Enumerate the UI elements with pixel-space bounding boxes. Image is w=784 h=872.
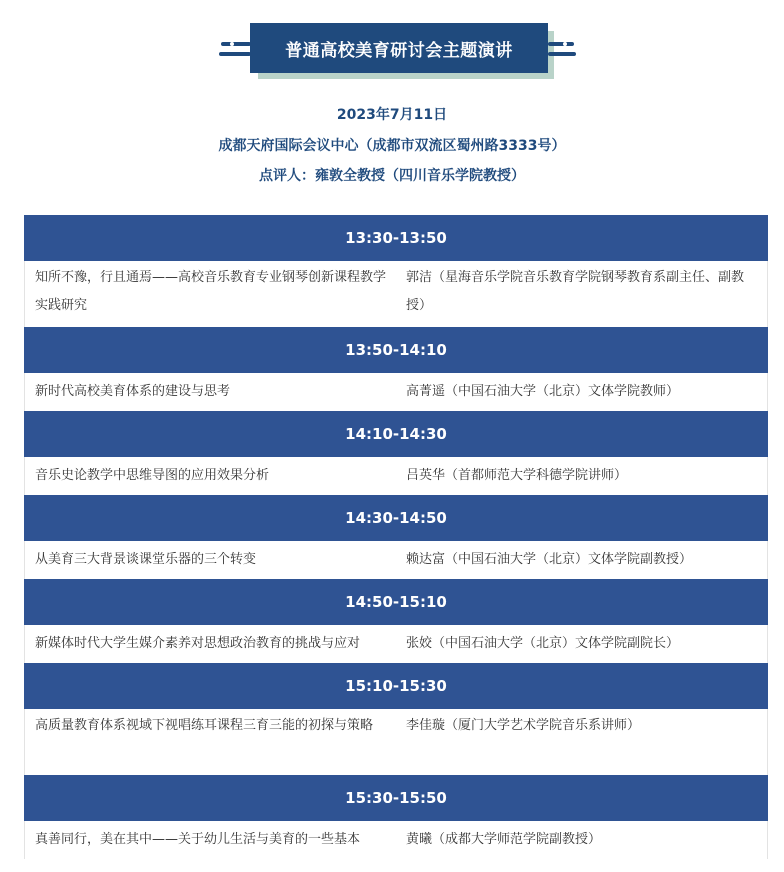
talk-speaker: 吕英华（首都师范大学科德学院讲师） — [406, 468, 628, 483]
talk-speaker: 赖达富（中国石油大学（北京）文体学院副教授） — [406, 552, 693, 567]
talk-topic: 新媒体时代大学生媒介素养对思想政治教育的挑战与应对 — [35, 636, 361, 651]
talk-topic: 音乐史论教学中思维导图的应用效果分析 — [35, 468, 270, 483]
event-date: 2023年7月11日 — [336, 107, 448, 123]
talk-topic: 真善同行，美在其中——关于幼儿生活与美育的一些基本 — [35, 832, 361, 847]
talk-row — [24, 625, 768, 663]
time-slot: 15:10-15:30 — [24, 663, 768, 709]
talk-speaker: 李佳璇（厦门大学艺术学院音乐系讲师） — [406, 718, 641, 733]
time-slot: 15:30-15:50 — [24, 775, 768, 821]
time-slot: 13:50-14:10 — [24, 327, 768, 373]
talk-row — [24, 821, 768, 859]
right-decoration-line — [548, 52, 576, 56]
page-title: 普通高校美育研讨会主题演讲 — [250, 23, 548, 73]
talk-topic: 从美育三大背景谈课堂乐器的三个转变 — [35, 552, 257, 567]
talk-speaker: 郭洁（星海音乐学院音乐教育学院钢琴教育系副主任、副教授） — [406, 270, 745, 313]
talk-speaker: 黄曦（成都大学师范学院副教授） — [406, 832, 602, 847]
time-slot: 14:30-14:50 — [24, 495, 768, 541]
time-slot: 13:30-13:50 — [24, 215, 768, 261]
talk-row — [24, 373, 768, 411]
right-decoration-dot — [563, 42, 567, 46]
talk-row — [24, 261, 768, 327]
time-slot: 14:50-15:10 — [24, 579, 768, 625]
talk-topic: 知所不豫，行且通焉——高校音乐教育专业钢琴创新课程教学实践研究 — [35, 270, 387, 313]
event-venue: 成都天府国际会议中心（成都市双流区蜀州路3333号） — [218, 138, 566, 154]
talk-speaker: 张姣（中国石油大学（北京）文体学院副院长） — [406, 636, 680, 651]
right-decoration-line — [548, 42, 574, 46]
left-decoration-dot — [230, 42, 234, 46]
talk-speaker: 高菁遥（中国石油大学（北京）文体学院教师） — [406, 384, 680, 399]
talk-row — [24, 457, 768, 495]
talk-topic: 新时代高校美育体系的建设与思考 — [35, 384, 231, 399]
schedule-table — [24, 215, 768, 859]
talk-row — [24, 709, 768, 775]
left-decoration-line — [221, 42, 251, 46]
header — [0, 0, 784, 100]
event-reviewer: 点评人：雍敦全教授（四川音乐学院教授） — [259, 168, 525, 184]
left-decoration-line — [219, 52, 251, 56]
talk-row — [24, 541, 768, 579]
talk-topic: 高质量教育体系视域下视唱练耳课程三育三能的初探与策略 — [35, 718, 374, 733]
time-slot: 14:10-14:30 — [24, 411, 768, 457]
